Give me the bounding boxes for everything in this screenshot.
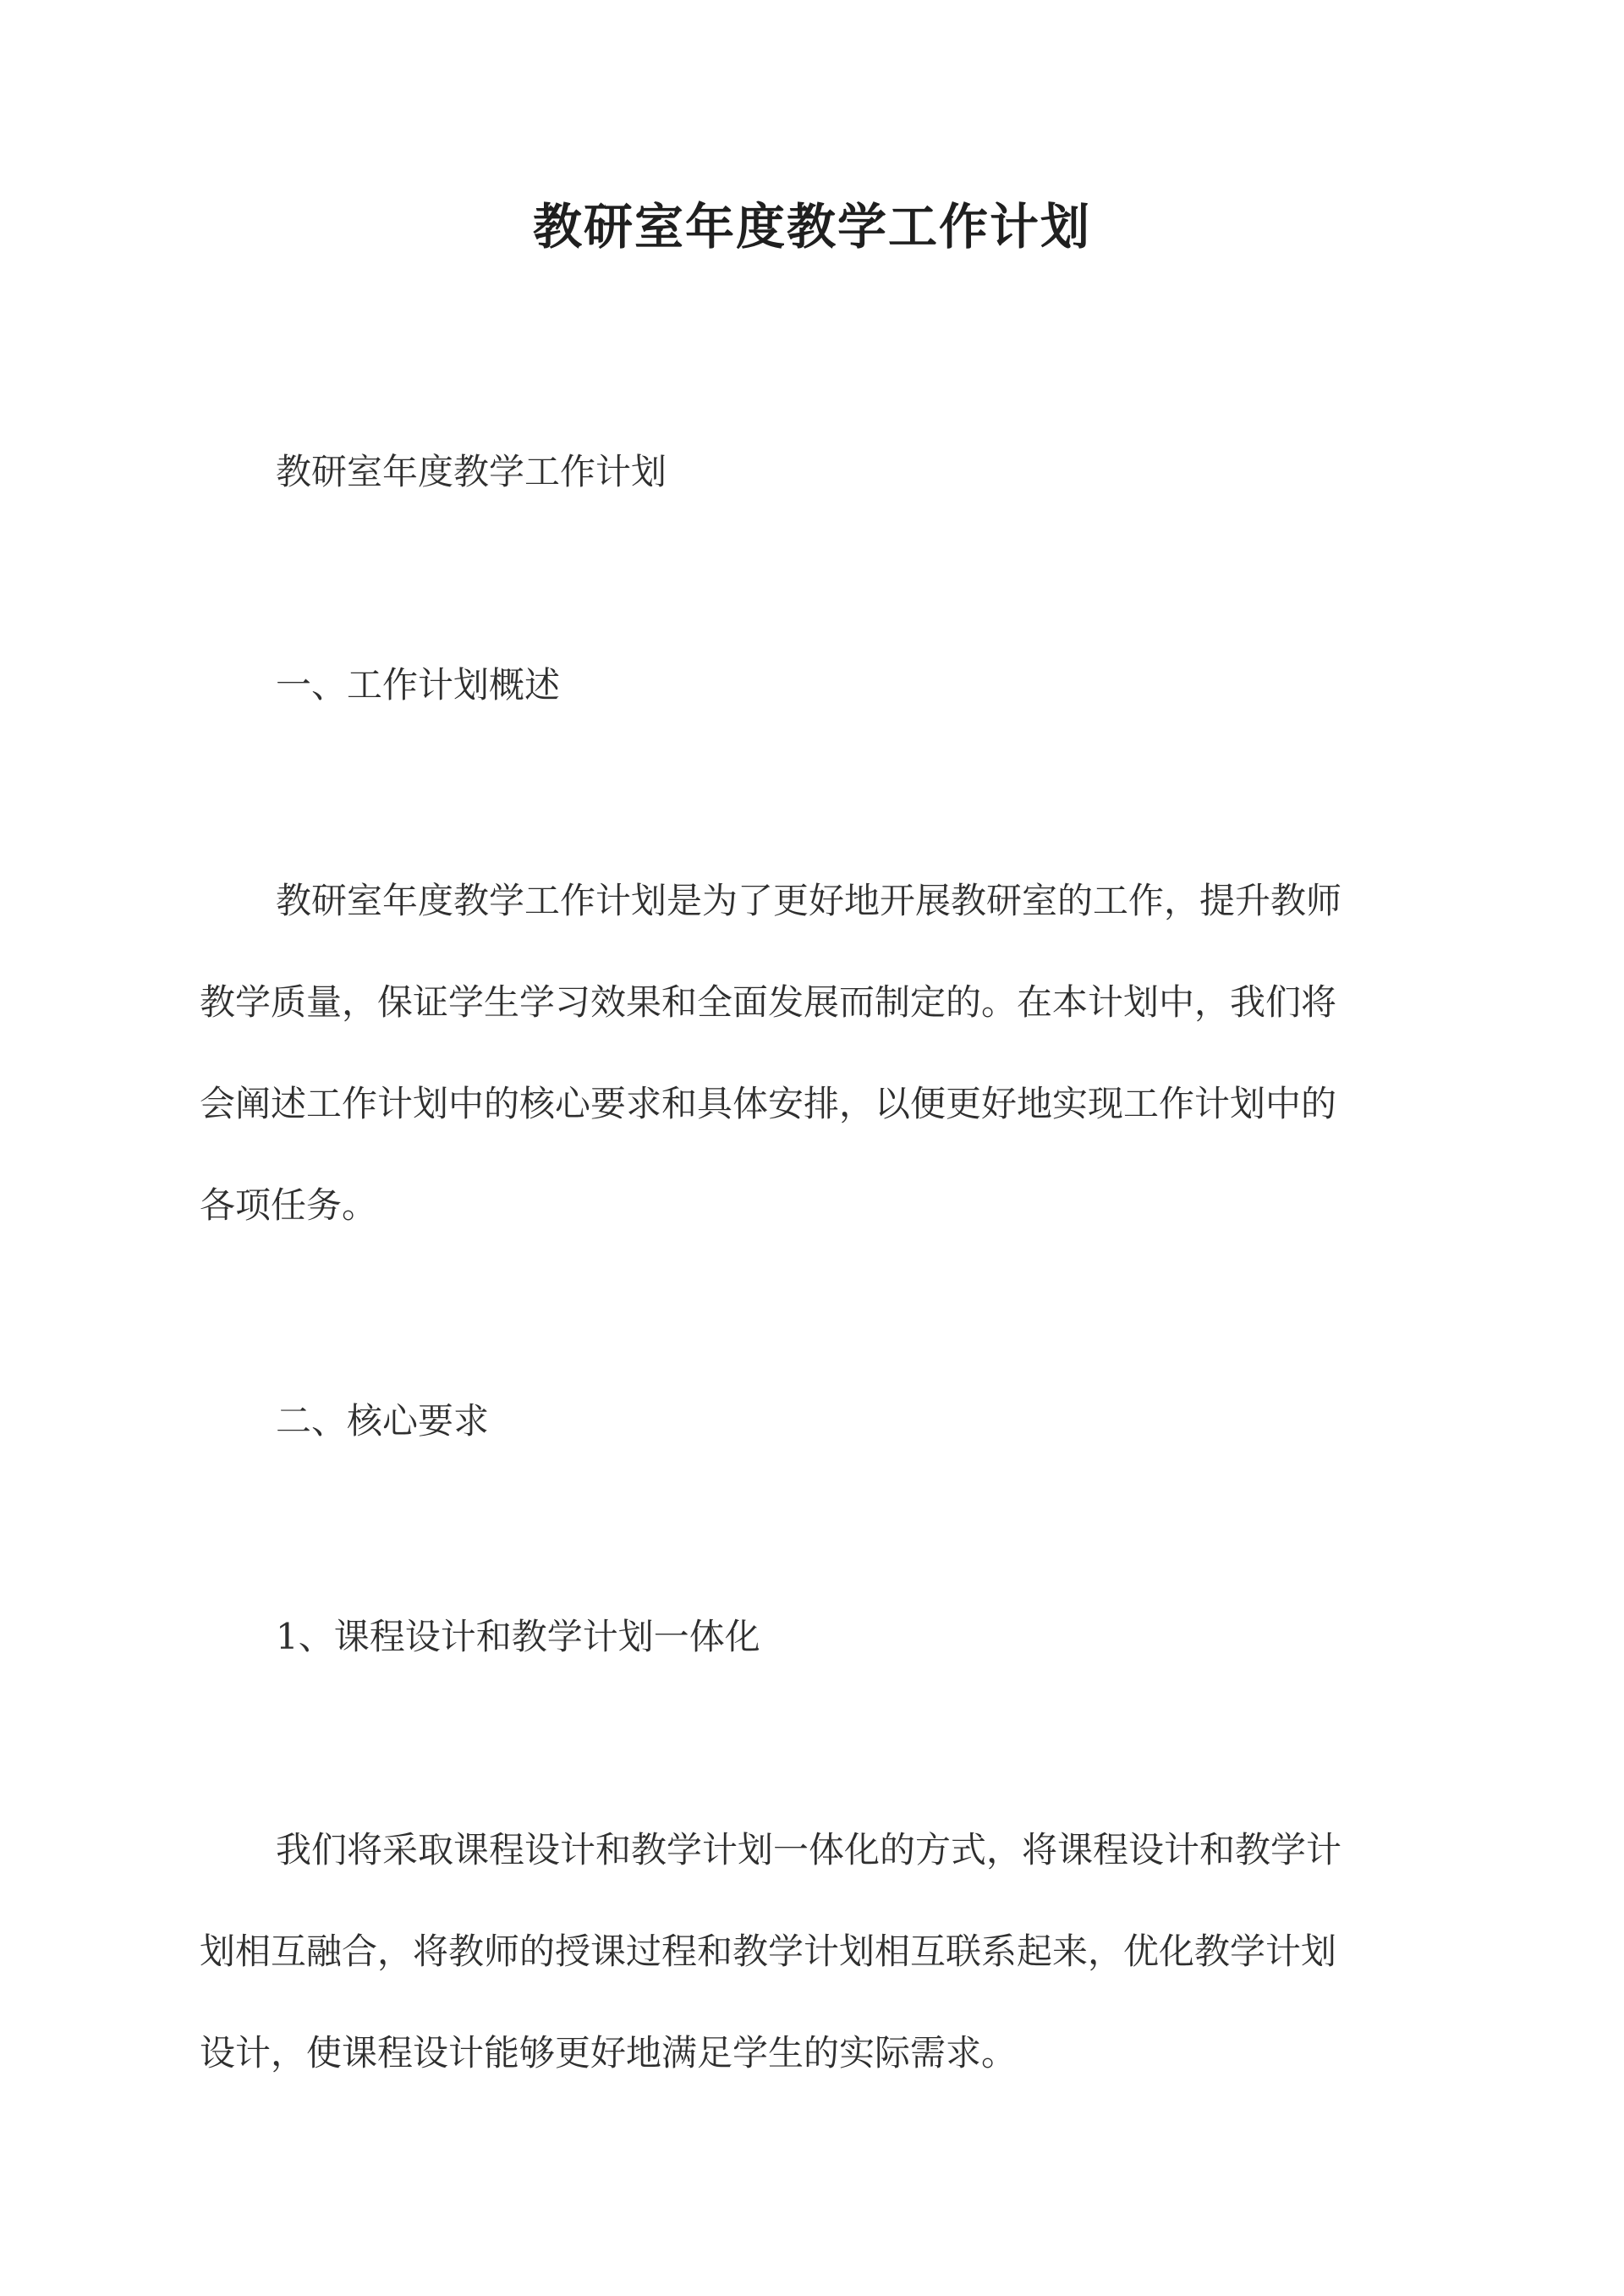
paragraph-line: 会阐述工作计划中的核心要求和具体安排，以便更好地实现工作计划中的 (200, 1083, 1337, 1124)
section-heading-core-requirements: 二、核心要求 (276, 1400, 490, 1442)
document-title: 教研室年度教学工作计划 (532, 198, 1091, 255)
document-subtitle: 教研室年度教学工作计划 (276, 451, 667, 492)
item-heading: 1、课程设计和教学计划一体化 (276, 1616, 760, 1657)
section-heading-overview: 一、工作计划概述 (276, 664, 561, 706)
paragraph-line: 设计，使课程设计能够更好地满足学生的实际需求。 (200, 2032, 1018, 2074)
paragraph-line: 划相互融合，将教师的授课过程和教学计划相互联系起来，优化教学计划 (200, 1931, 1337, 1972)
paragraph-line: 我们将采取课程设计和教学计划一体化的方式，将课程设计和教学计 (276, 1829, 1342, 1870)
paragraph-line: 教学质量，保证学生学习效果和全面发展而制定的。在本计划中，我们将 (200, 981, 1337, 1023)
paragraph-line: 各项任务。 (200, 1184, 378, 1226)
paragraph-line: 教研室年度教学工作计划是为了更好地开展教研室的工作，提升教师 (276, 880, 1342, 921)
